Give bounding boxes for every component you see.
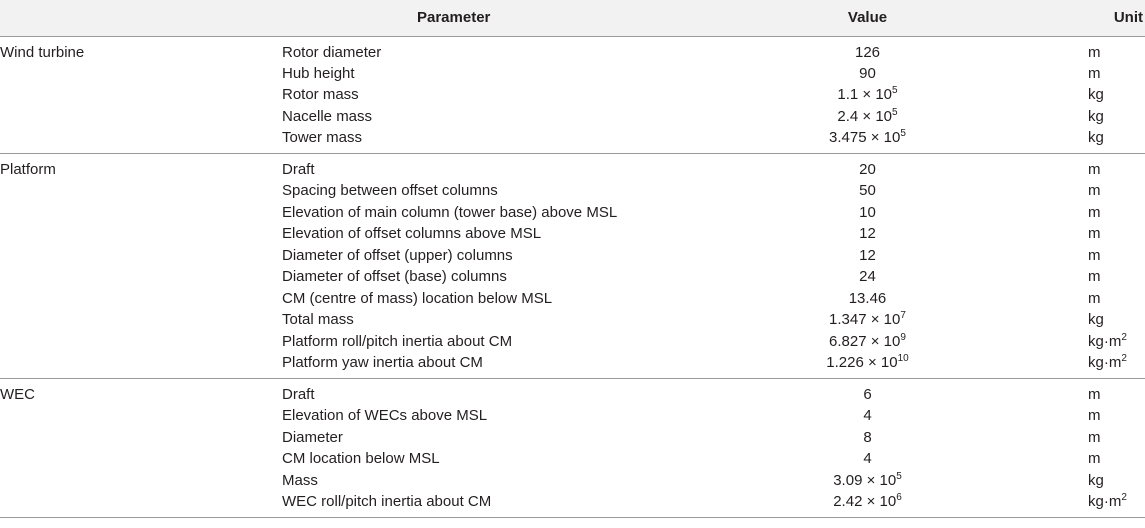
value-text: 3.09 × 10	[833, 471, 897, 489]
parameter-cell: Hub height	[282, 64, 355, 82]
value-text: 2.4 × 10	[837, 107, 893, 125]
header-row	[0, 0, 1145, 36]
value-exponent: 6	[896, 492, 902, 503]
value-cell	[755, 223, 980, 245]
category-cell	[0, 448, 282, 470]
value-cell	[755, 63, 980, 85]
category-cell	[0, 127, 282, 154]
value-text: 50	[859, 182, 876, 200]
header-unit: Unit	[980, 0, 1145, 36]
value-cell	[755, 245, 980, 267]
value-exponent: 7	[900, 310, 906, 322]
unit-cell	[980, 84, 1145, 106]
unit-text: kg·m	[1088, 354, 1122, 371]
unit-cell	[980, 379, 1145, 406]
unit-text: kg	[1088, 86, 1104, 104]
table-body	[0, 36, 1145, 518]
value-cell	[755, 379, 980, 406]
unit-text: m	[1088, 161, 1101, 178]
value-text: 12	[859, 246, 876, 264]
parameter-cell: Spacing between offset columns	[282, 182, 498, 200]
category-cell	[0, 84, 282, 106]
value-cell	[755, 331, 980, 353]
value-exponent: 5	[896, 470, 902, 482]
unit-text: m	[1088, 182, 1101, 200]
value-text: 126	[854, 43, 881, 61]
value-text: 6.827 × 10	[829, 332, 901, 350]
parameter-cell: Diameter of offset (upper) columns	[282, 246, 513, 264]
parameter-cell: Diameter	[282, 428, 343, 446]
header-category	[0, 0, 282, 36]
table-row	[0, 223, 1145, 245]
value-text: 8	[863, 428, 872, 446]
unit-cell	[980, 470, 1145, 492]
table-row	[0, 180, 1145, 202]
table-row	[0, 379, 1145, 406]
table-row	[0, 288, 1145, 310]
table-row	[0, 448, 1145, 470]
unit-cell	[980, 36, 1145, 63]
parameter-cell: Platform roll/pitch inertia about CM	[282, 332, 513, 350]
table-row	[0, 154, 1145, 181]
parameter-cell: Platform yaw inertia about CM	[282, 352, 755, 379]
value-text: 1.347 × 10	[829, 311, 901, 329]
value-cell	[755, 470, 980, 492]
category-cell	[0, 223, 282, 245]
value-text: 4	[863, 450, 872, 468]
parameter-cell: Draft	[282, 161, 315, 178]
parameter-cell: Tower mass	[282, 127, 755, 154]
unit-cell	[980, 180, 1145, 202]
unit-cell	[980, 352, 1145, 379]
unit-text: kg	[1088, 129, 1104, 146]
parameter-cell: Elevation of main column (tower base) above MSL	[282, 203, 618, 221]
table-row	[0, 127, 1145, 154]
unit-cell	[980, 202, 1145, 224]
parameter-cell: Diameter of offset (base) columns	[282, 268, 507, 286]
parameter-cell: Draft	[282, 386, 315, 403]
value-cell	[755, 491, 980, 518]
unit-cell	[980, 266, 1145, 288]
value-text: 3.475 × 10	[829, 129, 901, 146]
table-row	[0, 331, 1145, 353]
parameter-cell: CM location below MSL	[282, 450, 440, 468]
value-cell	[755, 427, 980, 449]
parameter-cell: Total mass	[282, 311, 354, 329]
table-row	[0, 470, 1145, 492]
parameter-cell: Rotor diameter	[282, 43, 382, 61]
category-cell	[0, 309, 282, 331]
category-cell: Platform	[0, 161, 56, 178]
unit-cell	[980, 405, 1145, 427]
value-cell	[755, 127, 980, 154]
unit-text: m	[1088, 246, 1101, 264]
value-text: 24	[859, 268, 876, 286]
table-row	[0, 491, 1145, 518]
category-cell: Wind turbine	[0, 43, 85, 61]
unit-cell	[980, 154, 1145, 181]
unit-cell	[980, 309, 1145, 331]
value-text: 10	[859, 203, 876, 221]
category-cell	[0, 266, 282, 288]
value-cell	[755, 352, 980, 379]
category-cell	[0, 288, 282, 310]
category-cell	[0, 331, 282, 353]
unit-text: m	[1088, 386, 1101, 403]
unit-text: m	[1088, 289, 1101, 307]
value-exponent: 10	[897, 353, 909, 364]
value-exponent: 9	[900, 331, 906, 343]
unit-text: m	[1088, 43, 1101, 61]
unit-cell	[980, 106, 1145, 128]
category-cell	[0, 352, 282, 379]
value-cell	[755, 106, 980, 128]
category-cell	[0, 470, 282, 492]
table-row	[0, 202, 1145, 224]
parameter-cell: Nacelle mass	[282, 107, 373, 125]
table-row	[0, 427, 1145, 449]
category-cell	[0, 106, 282, 128]
table-row	[0, 84, 1145, 106]
parameter-cell: Rotor mass	[282, 86, 359, 104]
header-parameter: Parameter	[282, 0, 755, 36]
unit-exponent: 2	[1121, 331, 1127, 343]
value-text: 1.1 × 10	[837, 86, 893, 104]
category-cell	[0, 180, 282, 202]
category-cell	[0, 405, 282, 427]
unit-text: m	[1088, 203, 1101, 221]
value-cell	[755, 154, 980, 181]
value-text: 1.226 × 10	[826, 354, 898, 371]
value-cell	[755, 36, 980, 63]
header-value: Value	[755, 0, 980, 36]
unit-cell	[980, 427, 1145, 449]
table-row	[0, 36, 1145, 63]
category-cell	[0, 427, 282, 449]
table-row	[0, 106, 1145, 128]
value-text: 20	[859, 161, 876, 178]
value-exponent: 5	[900, 128, 906, 139]
value-cell	[755, 405, 980, 427]
unit-text: kg	[1088, 107, 1104, 125]
unit-cell	[980, 223, 1145, 245]
unit-cell	[980, 331, 1145, 353]
unit-text: m	[1088, 64, 1101, 82]
table-row	[0, 352, 1145, 379]
unit-text: m	[1088, 268, 1101, 286]
value-text: 6	[863, 386, 872, 403]
category-cell: WEC	[0, 386, 35, 403]
category-cell	[0, 491, 282, 518]
unit-text: kg·m	[1088, 493, 1122, 510]
unit-text: m	[1088, 450, 1101, 468]
table-row	[0, 63, 1145, 85]
value-exponent: 5	[892, 106, 898, 118]
value-cell	[755, 288, 980, 310]
value-text: 2.42 × 10	[833, 493, 897, 510]
category-cell	[0, 245, 282, 267]
unit-cell	[980, 448, 1145, 470]
unit-text: kg·m	[1088, 332, 1122, 350]
unit-text: m	[1088, 428, 1101, 446]
category-cell	[0, 63, 282, 85]
unit-exponent: 2	[1121, 353, 1127, 364]
value-cell	[755, 202, 980, 224]
value-text: 12	[859, 225, 876, 243]
table-row	[0, 266, 1145, 288]
value-text: 4	[863, 407, 872, 425]
unit-cell	[980, 63, 1145, 85]
value-cell	[755, 309, 980, 331]
value-cell	[755, 84, 980, 106]
unit-cell	[980, 245, 1145, 267]
unit-text: kg	[1088, 311, 1104, 329]
value-exponent: 5	[892, 85, 898, 97]
parameter-cell: Elevation of offset columns above MSL	[282, 225, 542, 243]
unit-text: m	[1088, 225, 1101, 243]
value-cell	[755, 448, 980, 470]
parameter-cell: Elevation of WECs above MSL	[282, 407, 488, 425]
unit-text: m	[1088, 407, 1101, 425]
parameter-cell: CM (centre of mass) location below MSL	[282, 289, 553, 307]
value-text: 13.46	[848, 289, 887, 307]
parameter-cell: Mass	[282, 471, 318, 489]
table-row	[0, 405, 1145, 427]
unit-cell	[980, 288, 1145, 310]
value-cell	[755, 180, 980, 202]
category-cell	[0, 202, 282, 224]
table-row	[0, 309, 1145, 331]
unit-text: kg	[1088, 471, 1104, 489]
value-text: 90	[859, 64, 876, 82]
parameter-cell: WEC roll/pitch inertia about CM	[282, 491, 755, 518]
unit-cell	[980, 491, 1145, 518]
value-cell	[755, 266, 980, 288]
unit-exponent: 2	[1121, 492, 1127, 503]
unit-cell	[980, 127, 1145, 154]
table-row	[0, 245, 1145, 267]
